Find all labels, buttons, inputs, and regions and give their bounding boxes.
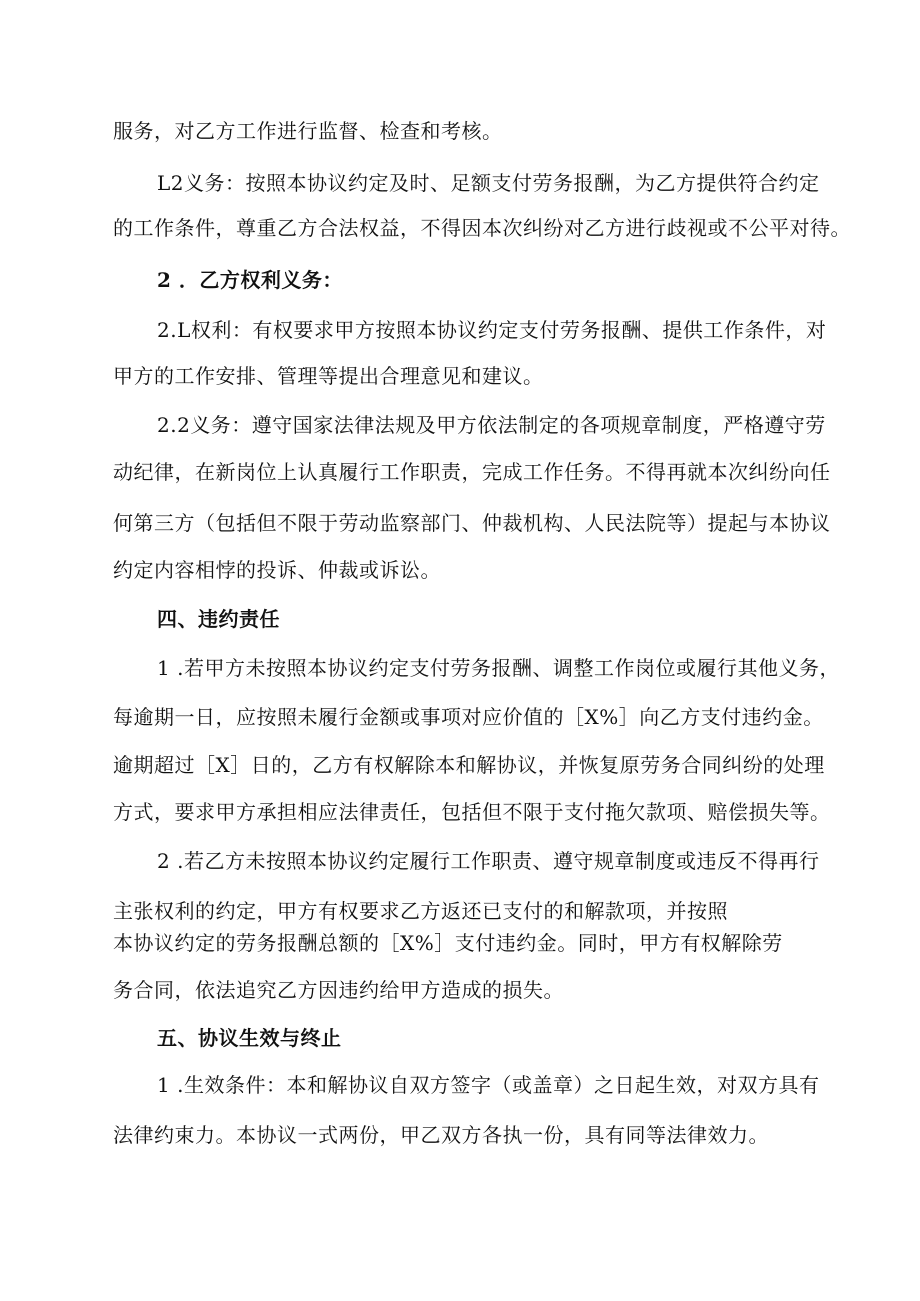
- paragraph-line: 法律约束力。本协议一式两份，甲乙双方各执一份，具有同等法律效力。: [113, 1123, 769, 1147]
- paragraph-line: 约定内容相悖的投诉、仲裁或诉讼。: [113, 558, 441, 582]
- section-heading: 四、违约责任: [157, 607, 280, 631]
- paragraph-line: 动纪律，在新岗位上认真履行工作职责，完成工作任务。不得再就本次纠纷向任: [113, 460, 831, 484]
- paragraph-line: 1 .生效条件：本和解协议自双方签字（或盖章）之日起生效，对双方具有: [157, 1073, 820, 1097]
- paragraph-line: 服务，对乙方工作进行监督、检查和考核。: [113, 119, 503, 143]
- paragraph-line: 方式，要求甲方承担相应法律责任，包括但不限于支付拖欠款项、赔偿损失等。: [113, 800, 831, 824]
- paragraph-line: 主张权利的约定，甲方有权要求乙方返还已支付的和解款项，并按照: [113, 899, 728, 923]
- section-subheading: 2 ．乙方权利义务：: [157, 268, 343, 292]
- paragraph-line: 2.L权利：有权要求甲方按照本协议约定支付劳务报酬、提供工作条件，对: [157, 318, 827, 342]
- paragraph-line: 每逾期一日，应按照未履行金额或事项对应价值的［X%］向乙方支付违约金。: [113, 705, 824, 729]
- paragraph-line: 的工作条件，尊重乙方合法权益，不得因本次纠纷对乙方进行歧视或不公平对待。: [113, 216, 851, 240]
- section-heading: 五、协议生效与终止: [157, 1026, 342, 1050]
- paragraph-line: L2义务：按照本协议约定及时、足额支付劳务报酬，为乙方提供符合约定: [157, 171, 820, 195]
- paragraph-line: 1 .若甲方未按照本协议约定支付劳务报酬、调整工作岗位或履行其他义务，: [157, 656, 840, 680]
- paragraph-line: 本协议约定的劳务报酬总额的［X%］支付违约金。同时，甲方有权解除劳: [113, 931, 783, 955]
- paragraph-line: 2.2义务：遵守国家法律法规及甲方依法制定的各项规章制度，严格遵守劳: [157, 413, 826, 437]
- paragraph-line: 逾期超过［X］日的，乙方有权解除本和解协议，并恢复原劳务合同纠纷的处理: [113, 753, 825, 777]
- paragraph-line: 务合同，依法追究乙方因违约给甲方造成的损失。: [113, 978, 564, 1002]
- paragraph-line: 何第三方（包括但不限于劳动监察部门、仲裁机构、人民法院等）提起与本协议: [113, 511, 831, 535]
- paragraph-line: 甲方的工作安排、管理等提出合理意见和建议。: [113, 364, 544, 388]
- paragraph-line: 2 .若乙方未按照本协议约定履行工作职责、遵守规章制度或违反不得再行: [157, 849, 820, 873]
